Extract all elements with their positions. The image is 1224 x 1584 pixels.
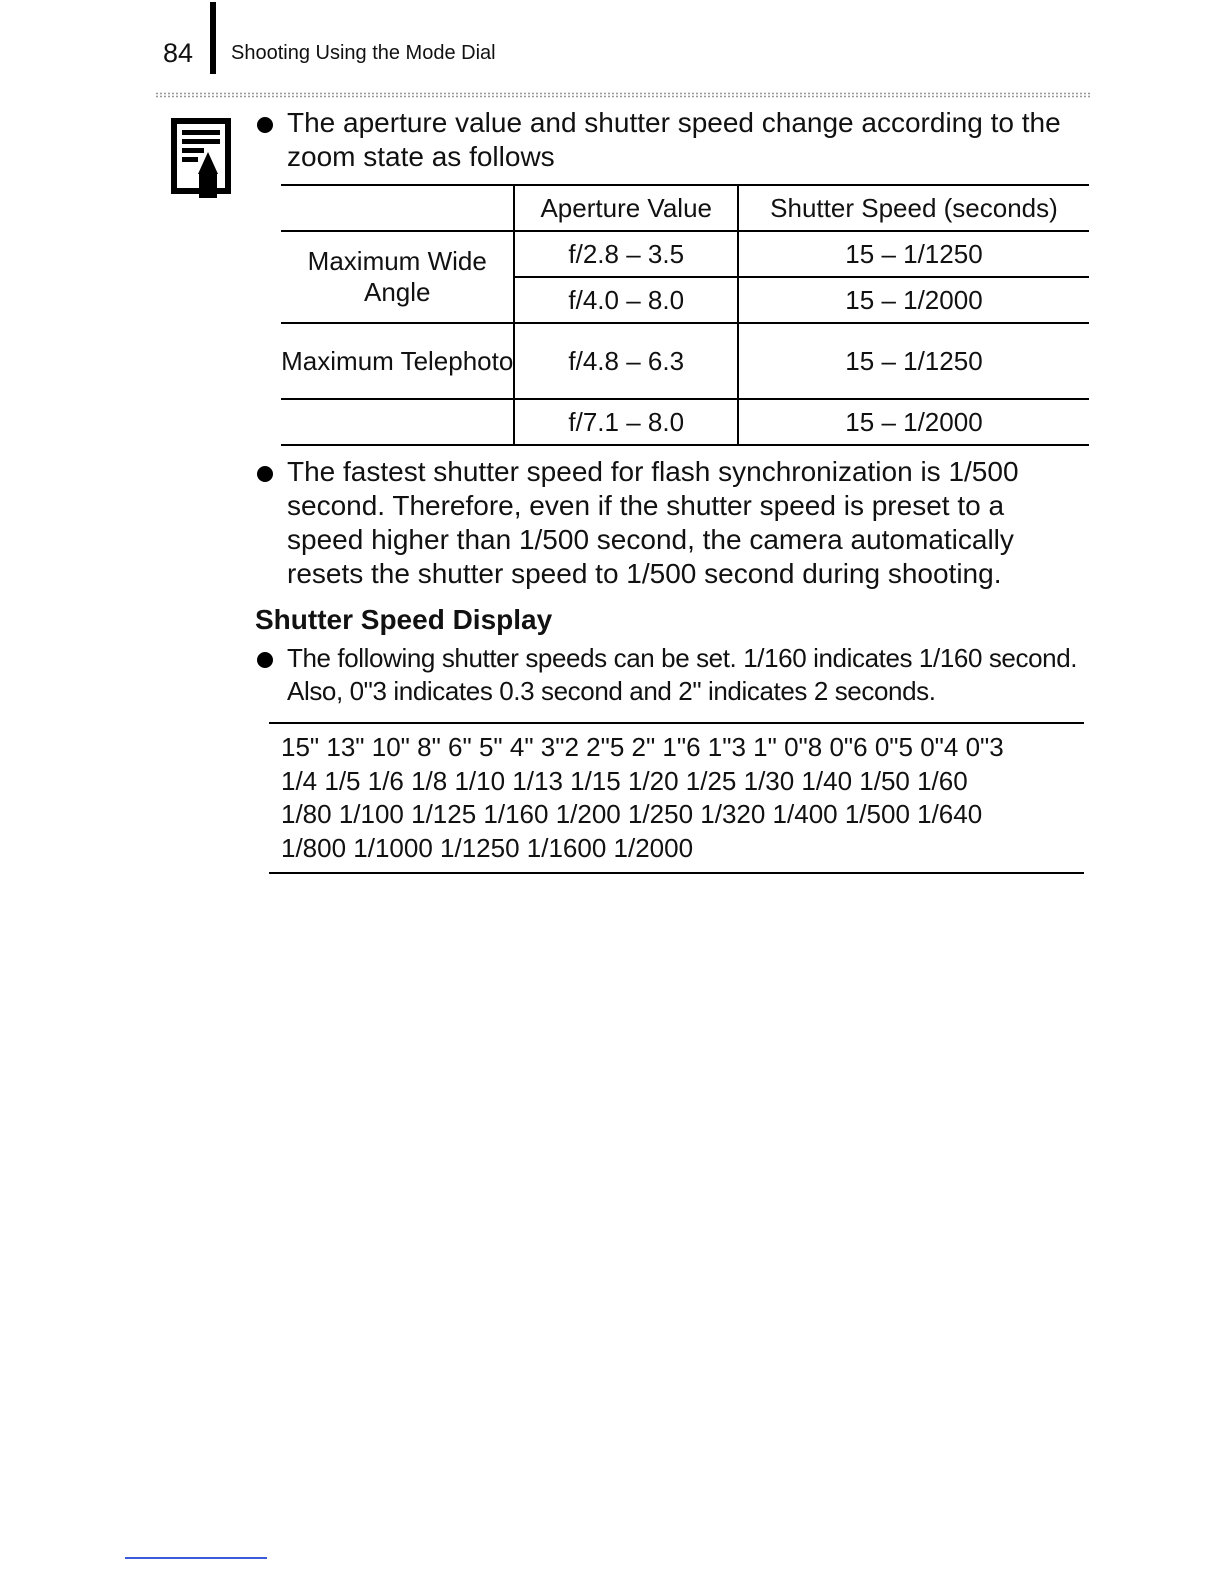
speed-list-line: 15" 13" 10" 8" 6" 5" 4" 3"2 2"5 2" 1"6 1"3 1" 0"8 0"6 0"5 0"4 0"3 — [281, 732, 1004, 762]
aperture-cell: f/4.8 – 6.3 — [514, 323, 737, 399]
row-label-telephoto: Maximum Telephoto — [281, 345, 514, 376]
speed-list-line: 1/80 1/100 1/125 1/160 1/200 1/250 1/320 1/400 1/500 1/640 — [281, 799, 983, 829]
bullet-dot — [257, 466, 273, 482]
memo-note-icon — [168, 112, 234, 200]
bullet-flash-sync — [287, 455, 1087, 591]
bullet-aperture-shutter — [287, 106, 1087, 174]
table-header-shutter: Shutter Speed (seconds) — [770, 192, 1058, 223]
bullet-dot — [257, 652, 273, 668]
section-title: Shooting Using the Mode Dial — [231, 42, 496, 64]
dotted-separator — [155, 92, 1090, 98]
table-header-aperture: Aperture Value — [514, 185, 737, 231]
table-row — [281, 399, 1089, 445]
table-row — [281, 323, 1089, 399]
shutter-cell: 15 – 1/2000 — [845, 406, 983, 437]
bullet-text: The aperture value and shutter speed change according to the zoom state as follows — [287, 107, 1061, 172]
aperture-cell: f/2.8 – 3.5 — [514, 231, 737, 277]
aperture-cell: f/7.1 – 8.0 — [514, 399, 737, 445]
shutter-cell: 15 – 1/1250 — [845, 345, 983, 376]
row-label-empty — [281, 399, 514, 445]
header-divider — [210, 2, 216, 74]
bullet-shutter-speeds — [287, 642, 1087, 708]
page-number: 84 — [163, 38, 194, 68]
table-row — [281, 231, 1089, 277]
bullet-text: The fastest shutter speed for flash synchronization is 1/500 second. Therefore, even if the shutter speed is preset to a speed higher than 1/500 second, the camera automatically resets the shutter speed to 1/500 second during shooting. — [287, 456, 1019, 589]
speed-list-line: 1/800 1/1000 1/1250 1/1600 1/2000 — [281, 833, 694, 863]
speed-list-line: 1/4 1/5 1/6 1/8 1/10 1/13 1/15 1/20 1/25 1/30 1/40 1/50 1/60 — [281, 766, 968, 796]
shutter-speed-list — [269, 722, 1084, 874]
zoom-state-table — [281, 184, 1089, 446]
shutter-cell: 15 – 1/1250 — [845, 238, 983, 269]
aperture-cell: f/4.0 – 8.0 — [514, 277, 737, 323]
shutter-speed-display-heading: Shutter Speed Display — [255, 604, 553, 635]
table-header-row — [281, 185, 1089, 231]
row-label-wide: Maximum Wide Angle — [307, 246, 487, 307]
table-header-empty — [281, 185, 514, 231]
bullet-text: The following shutter speeds can be set. 1/160 indicates 1/160 second. Also, 0"3 indicates 0.3 second and 2" indicates 2 seconds. — [287, 643, 1078, 706]
bullet-dot — [257, 117, 273, 133]
footer-link-underline — [125, 1557, 267, 1559]
shutter-cell: 15 – 1/2000 — [845, 284, 983, 315]
